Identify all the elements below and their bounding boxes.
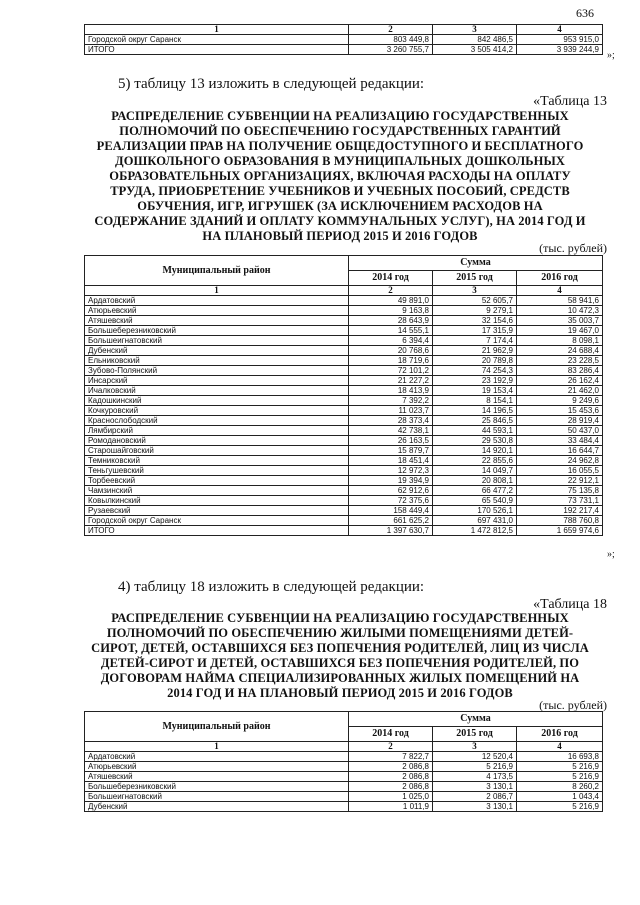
table-row [85,436,603,446]
value-cell: 788 760,8 [517,516,603,526]
value-cell: 19 467,0 [517,326,603,336]
table-row [85,396,603,406]
table-row [85,792,603,802]
table-row [85,516,603,526]
table-row [85,526,603,536]
title-line: ОБУЧЕНИЯ, ИГР, ИГРУШЕК (ЗА ИСКЛЮЧЕНИЕМ РАСХОДОВ НА [137,199,543,213]
value-cell: 2 086,8 [349,772,433,782]
district-cell: Ельниковский [85,356,349,366]
col-number: 2 [349,742,433,752]
value-cell: 72 101,2 [349,366,433,376]
value-cell: 1 011,9 [349,802,433,812]
title-line: ОБРАЗОВАТЕЛЬНЫХ ОРГАНИЗАЦИЯХ, ВКЛЮЧАЯ РАСХОДЫ НА ОПЛАТУ [109,169,571,183]
end-mark: »; [607,549,615,560]
value-cell: 15 453,6 [517,406,603,416]
value-cell: 1 472 812,5 [433,526,517,536]
table-row [85,496,603,506]
year-header: 2015 год [433,727,517,742]
col-number: 3 [433,25,517,35]
title-line: ДЕТЕЙ-СИРОТ И ДЕТЕЙ, ОСТАВШИХСЯ БЕЗ ПОПЕЧЕНИЯ РОДИТЕЛЕЙ, ПО [100,656,580,670]
value-cell: 18 451,4 [349,456,433,466]
value-cell: 74 254,3 [433,366,517,376]
table-row [85,456,603,466]
district-cell: Ичалковский [85,386,349,396]
value-cell: 16 644,7 [517,446,603,456]
year-header: 2014 год [349,271,433,286]
table-row [85,346,603,356]
value-cell: 25 846,5 [433,416,517,426]
district-cell: Дубенский [85,802,349,812]
value-cell: 22 855,6 [433,456,517,466]
title-line: РЕАЛИЗАЦИИ ПРАВ НА ПОЛУЧЕНИЕ ОБЩЕДОСТУПНОГО И БЕСПЛАТНОГО [96,139,584,153]
value-cell: 23 192,9 [433,376,517,386]
table-row [85,296,603,306]
value-cell: 65 540,9 [433,496,517,506]
title-line: РАСПРЕДЕЛЕНИЕ СУБВЕНЦИИ НА РЕАЛИЗАЦИЮ ГОСУДАРСТВЕННЫХ [111,109,569,123]
header-row [85,712,603,727]
district-cell: ИТОГО [85,526,349,536]
table-13-title [70,109,610,244]
value-cell: 2 086,7 [433,792,517,802]
table-18 [84,711,603,812]
table-row [85,426,603,436]
value-cell: 14 196,5 [433,406,517,416]
value-cell: 1 397 630,7 [349,526,433,536]
value-cell: 50 437,0 [517,426,603,436]
district-cell: Инсарский [85,376,349,386]
district-cell: Теньгушевский [85,466,349,476]
table-13-mark: «Таблица 13 [533,94,607,109]
value-cell: 20 768,6 [349,346,433,356]
value-cell: 192 217,4 [517,506,603,516]
district-cell: Атюрьевский [85,306,349,316]
value-cell: 11 023,7 [349,406,433,416]
table-row [85,772,603,782]
table-row [85,386,603,396]
value-cell: 9 249,6 [517,396,603,406]
value-cell: 28 919,4 [517,416,603,426]
title-line: ДОШКОЛЬНОГО ОБРАЗОВАНИЯ В МУНИЦИПАЛЬНЫХ ДОШКОЛЬНЫХ [115,154,565,168]
district-cell: Городской округ Саранск [85,35,349,45]
table-row [85,476,603,486]
column-number-row [85,286,603,296]
title-line: ПОЛНОМОЧИЙ ПО ОБЕСПЕЧЕНИЮ ГОСУДАРСТВЕННЫХ ГАРАНТИЙ [119,124,561,138]
table-18-mark: «Таблица 18 [533,597,607,612]
district-cell: Ромодановский [85,436,349,446]
district-cell: Большеберезниковский [85,782,349,792]
value-cell: 19 153,4 [433,386,517,396]
table-row [85,45,603,55]
value-cell: 33 484,4 [517,436,603,446]
value-cell: 9 163,8 [349,306,433,316]
year-header: 2015 год [433,271,517,286]
column-number-row [85,742,603,752]
district-cell: Атюрьевский [85,762,349,772]
district-cell: Чамзинский [85,486,349,496]
section-13-intro: 5) таблицу 13 изложить в следующей редакции: [118,76,425,92]
value-cell: 158 449,4 [349,506,433,516]
value-cell: 8 260,2 [517,782,603,792]
value-cell: 18 413,9 [349,386,433,396]
table-row [85,406,603,416]
district-cell: Большеигнатовский [85,336,349,346]
value-cell: 9 279,1 [433,306,517,316]
value-cell: 19 394,9 [349,476,433,486]
value-cell: 23 228,5 [517,356,603,366]
col-number: 1 [85,286,349,296]
table-row [85,35,603,45]
district-cell: Дубенский [85,346,349,356]
value-cell: 3 130,1 [433,782,517,792]
value-cell: 8 098,1 [517,336,603,346]
value-cell: 170 526,1 [433,506,517,516]
value-cell: 5 216,9 [517,772,603,782]
value-cell: 72 375,6 [349,496,433,506]
district-header: Муниципальный район [85,256,349,286]
value-cell: 1 025,0 [349,792,433,802]
table-row [85,336,603,346]
value-cell: 8 154,1 [433,396,517,406]
district-header: Муниципальный район [85,712,349,742]
sum-header: Сумма [349,712,603,727]
col-number: 3 [433,742,517,752]
table-row [85,356,603,366]
value-cell: 842 486,5 [433,35,517,45]
value-cell: 49 891,0 [349,296,433,306]
year-header: 2014 год [349,727,433,742]
value-cell: 6 394,4 [349,336,433,346]
year-header: 2016 год [517,271,603,286]
value-cell: 16 693,8 [517,752,603,762]
value-cell: 2 086,8 [349,762,433,772]
district-cell: Лямбирский [85,426,349,436]
table-row [85,762,603,772]
value-cell: 62 912,6 [349,486,433,496]
district-cell: ИТОГО [85,45,349,55]
value-cell: 21 462,0 [517,386,603,396]
col-number: 3 [433,286,517,296]
value-cell: 20 789,8 [433,356,517,366]
unit-label: (тыс. рублей) [539,241,607,255]
title-line: ДОГОВОРАМ НАЙМА СПЕЦИАЛИЗИРОВАННЫХ ЖИЛЫХ ПОМЕЩЕНИЙ НА [100,671,580,685]
district-cell: Ардатовский [85,296,349,306]
title-line: РАСПРЕДЕЛЕНИЕ СУБВЕНЦИИ НА РЕАЛИЗАЦИЮ ГОСУДАРСТВЕННЫХ [111,611,569,625]
col-number: 1 [85,25,349,35]
district-cell: Краснослободский [85,416,349,426]
district-cell: Большеигнатовский [85,792,349,802]
table-row [85,466,603,476]
district-cell: Торбеевский [85,476,349,486]
value-cell: 16 055,5 [517,466,603,476]
table-row [85,366,603,376]
value-cell: 83 286,4 [517,366,603,376]
col-number: 4 [517,742,603,752]
value-cell: 32 154,6 [433,316,517,326]
district-cell: Темниковский [85,456,349,466]
value-cell: 3 505 414,2 [433,45,517,55]
value-cell: 28 643,9 [349,316,433,326]
table-row [85,802,603,812]
col-number: 4 [517,25,603,35]
value-cell: 14 555,1 [349,326,433,336]
district-cell: Зубово-Полянский [85,366,349,376]
column-number-row [85,25,603,35]
table-row [85,506,603,516]
table-row [85,316,603,326]
value-cell: 21 962,9 [433,346,517,356]
value-cell: 803 449,8 [349,35,433,45]
table-row [85,486,603,496]
value-cell: 1 043,4 [517,792,603,802]
value-cell: 26 163,5 [349,436,433,446]
year-header: 2016 год [517,727,603,742]
value-cell: 5 216,9 [517,802,603,812]
district-cell: Рузаевский [85,506,349,516]
district-cell: Кадошкинский [85,396,349,406]
value-cell: 28 373,4 [349,416,433,426]
value-cell: 7 822,7 [349,752,433,762]
value-cell: 29 530,8 [433,436,517,446]
value-cell: 5 216,9 [517,762,603,772]
page-number: 636 [576,6,594,20]
district-cell: Атяшевский [85,772,349,782]
value-cell: 44 593,1 [433,426,517,436]
value-cell: 7 392,2 [349,396,433,406]
header-row [85,256,603,271]
value-cell: 3 130,1 [433,802,517,812]
table-row [85,376,603,386]
value-cell: 12 972,3 [349,466,433,476]
value-cell: 10 472,3 [517,306,603,316]
value-cell: 14 049,7 [433,466,517,476]
table-row [85,416,603,426]
value-cell: 14 920,1 [433,446,517,456]
district-cell: Кочкуровский [85,406,349,416]
value-cell: 7 174,4 [433,336,517,346]
col-number: 1 [85,742,349,752]
value-cell: 697 431,0 [433,516,517,526]
table-row [85,752,603,762]
value-cell: 75 135,8 [517,486,603,496]
top-table [84,24,603,55]
value-cell: 22 912,1 [517,476,603,486]
table-row [85,306,603,316]
value-cell: 15 879,7 [349,446,433,456]
title-line: ТРУДА, ПРИОБРЕТЕНИЕ УЧЕБНИКОВ И УЧЕБНЫХ ПОСОБИЙ, СРЕДСТВ [110,184,570,198]
value-cell: 5 216,9 [433,762,517,772]
col-number: 4 [517,286,603,296]
title-line: НА ПЛАНОВЫЙ ПЕРИОД 2015 И 2016 ГОДОВ [202,229,478,243]
value-cell: 20 808,1 [433,476,517,486]
unit-label: (тыс. рублей) [539,698,607,712]
value-cell: 42 738,1 [349,426,433,436]
value-cell: 58 941,6 [517,296,603,306]
table-18-title [70,611,610,701]
value-cell: 35 003,7 [517,316,603,326]
district-cell: Городской округ Саранск [85,516,349,526]
value-cell: 2 086,8 [349,782,433,792]
value-cell: 66 477,2 [433,486,517,496]
section-18-intro: 4) таблицу 18 изложить в следующей редакции: [118,579,425,595]
sum-header: Сумма [349,256,603,271]
value-cell: 73 731,1 [517,496,603,506]
district-cell: Старошайговский [85,446,349,456]
value-cell: 21 227,2 [349,376,433,386]
end-mark: »; [607,50,615,61]
title-line: 2014 ГОД И НА ПЛАНОВЫЙ ПЕРИОД 2015 И 2016 ГОДОВ [167,686,513,700]
value-cell: 12 520,4 [433,752,517,762]
district-cell: Ардатовский [85,752,349,762]
value-cell: 26 162,4 [517,376,603,386]
value-cell: 953 915,0 [517,35,603,45]
value-cell: 3 939 244,9 [517,45,603,55]
title-line: СИРОТ, ДЕТЕЙ, ОСТАВШИХСЯ БЕЗ ПОПЕЧЕНИЯ РОДИТЕЛЕЙ, ЛИЦ ИЗ ЧИСЛА [91,641,589,655]
value-cell: 1 659 974,6 [517,526,603,536]
value-cell: 4 173,5 [433,772,517,782]
value-cell: 52 605,7 [433,296,517,306]
value-cell: 17 315,9 [433,326,517,336]
title-line: СОДЕРЖАНИЕ ЗДАНИЙ И ОПЛАТУ КОММУНАЛЬНЫХ УСЛУГ), НА 2014 ГОД И [94,214,586,228]
table-13 [84,255,603,536]
value-cell: 24 688,4 [517,346,603,356]
value-cell: 24 962,8 [517,456,603,466]
title-line: ПОЛНОМОЧИЙ ПО ОБЕСПЕЧЕНИЮ ЖИЛЫМИ ПОМЕЩЕНИЯМИ ДЕТЕЙ- [106,626,574,640]
table-row [85,446,603,456]
district-cell: Атяшевский [85,316,349,326]
value-cell: 661 625,2 [349,516,433,526]
table-row [85,782,603,792]
value-cell: 18 719,6 [349,356,433,366]
table-row [85,326,603,336]
value-cell: 3 260 755,7 [349,45,433,55]
district-cell: Ковылкинский [85,496,349,506]
district-cell: Большеберезниковский [85,326,349,336]
col-number: 2 [349,25,433,35]
col-number: 2 [349,286,433,296]
